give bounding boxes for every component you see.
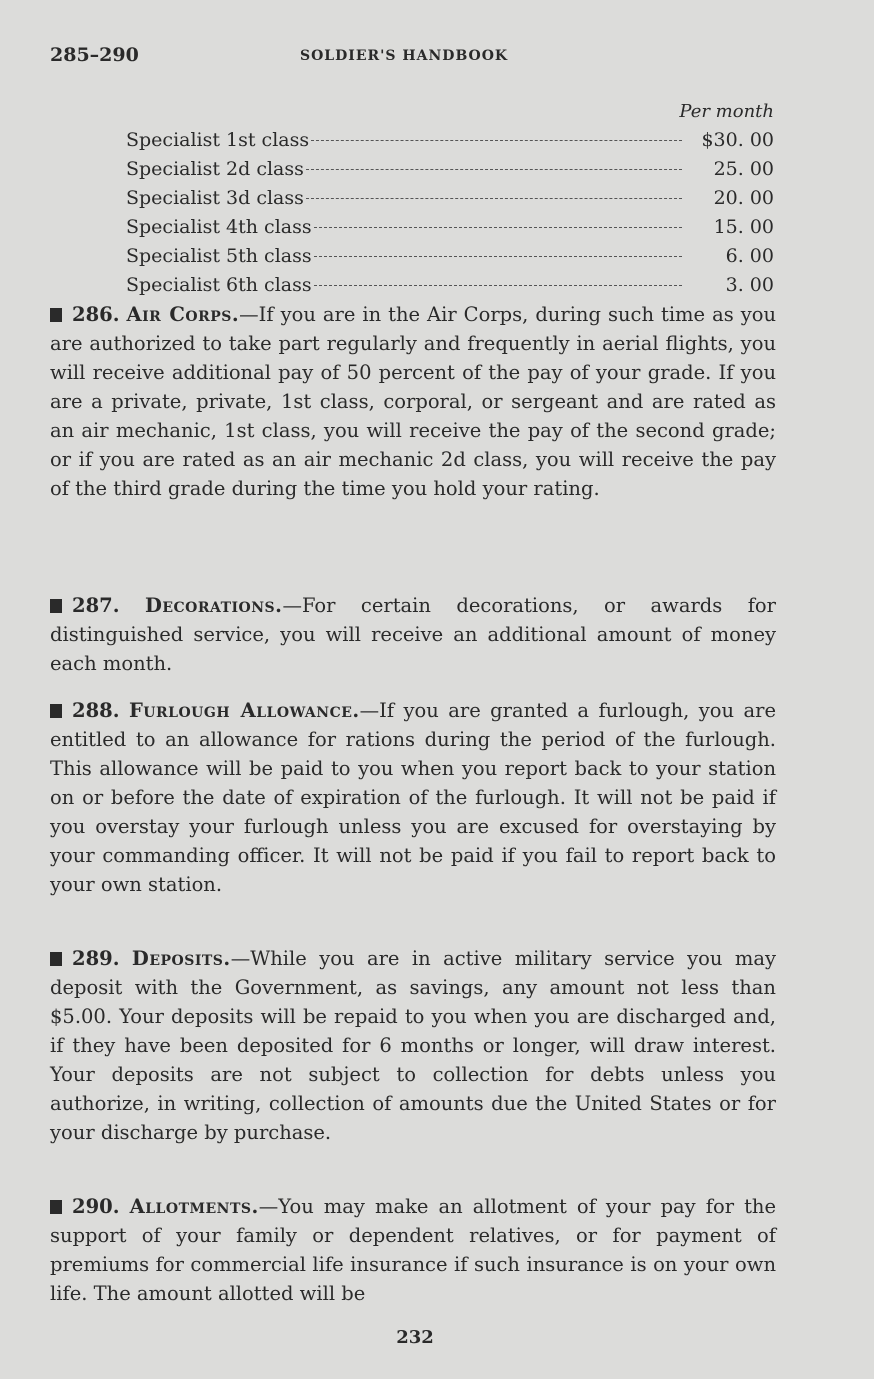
paragraph-text: —You may make an allotment of your pay for the support of your family or dependent relatives, or for payment of premiums for commercial life insurance if such insurance is on your own life. The amount allotted will be [50, 1195, 777, 1305]
paragraph-text: —If you are in the Air Corps, during such time as you are authorized to take part regularly and frequently in aerial flights, you will receive additional pay of 50 percent of the pay of your grade. If you are a private, private, 1st class, corporal, or sergeant and are rated as an air mechanic, 1st class, you will receive the pay of the second grade; or if you are rated as an air mechanic 2d class, you will receive the pay of the third grade during the time you hold your rating. [50, 303, 777, 500]
paragraph-288-furlough-allowance [50, 696, 776, 899]
paragraph-286-air-corps [50, 300, 776, 503]
section-marker-icon [50, 599, 62, 613]
pay-row [126, 271, 774, 300]
section-marker-icon [50, 1200, 62, 1214]
paragraph-caption: Deposits. [131, 947, 231, 970]
pay-row-label: Specialist 4th class [126, 216, 312, 238]
running-title: SOLDIER'S HANDBOOK [300, 48, 509, 64]
paragraph-caption: Furlough Allowance. [128, 699, 360, 722]
section-marker-icon [50, 308, 62, 322]
pay-row [126, 242, 774, 271]
pay-row-amount: 6. 00 [725, 245, 774, 267]
pay-row [126, 126, 774, 155]
pay-row-amount: 20. 00 [713, 187, 774, 209]
pay-row-label: Specialist 5th class [126, 245, 312, 267]
dot-leader [314, 285, 682, 286]
pay-row-label: Specialist 1st class [126, 129, 310, 151]
pay-row-amount: 3. 00 [725, 274, 774, 296]
paragraph-289-deposits [50, 944, 776, 1147]
pay-row [126, 213, 774, 242]
dot-leader [306, 198, 682, 199]
paragraph-number: 290. [72, 1195, 120, 1218]
pay-row [126, 155, 774, 184]
paragraph-number: 289. [72, 947, 120, 970]
dot-leader [311, 140, 682, 141]
paragraph-text: —If you are granted a furlough, you are entitled to an allowance for rations during the period of the furlough. This allowance will be paid to you when you report back to your station on or before the date of expiration of the furlough. It will not be paid if you overstay your furlough unless you are excused for overstaying by your commanding officer. It will not be paid if you fail to report back to your own station. [50, 699, 777, 896]
pay-row-label: Specialist 6th class [126, 274, 312, 296]
pay-row-amount: $30. 00 [701, 129, 774, 151]
section-range: 285–290 [50, 44, 139, 66]
paragraph-290-allotments [50, 1192, 776, 1308]
paragraph-caption: Air Corps. [126, 303, 240, 326]
paragraph-caption: Decorations. [144, 594, 283, 617]
paragraph-number: 286. [72, 303, 120, 326]
paragraph-number: 287. [72, 594, 120, 617]
pay-row-label: Specialist 2d class [126, 158, 304, 180]
dot-leader [306, 169, 682, 170]
paragraph-text: —While you are in active military service you may deposit with the Government, as savings, any amount not less than $5.00. Your deposits will be repaid to you when you are discharged and, if they have been deposited for 6 months or longer, will draw interest. Your deposits are not subject to collection for debts unless you authorize, in writing, collection of amounts due the United States or for your discharge by purchase. [50, 947, 776, 1144]
page-number: 232 [396, 1327, 434, 1348]
dot-leader [314, 256, 682, 257]
section-marker-icon [50, 704, 62, 718]
running-head [50, 44, 776, 70]
paragraph-text: —For certain decorations, or awards for distinguished service, you will receive an additional amount of money each month. [50, 594, 776, 675]
section-marker-icon [50, 952, 62, 966]
pay-row-amount: 15. 00 [713, 216, 774, 238]
pay-row-label: Specialist 3d class [126, 187, 304, 209]
paragraph-number: 288. [72, 699, 120, 722]
specialist-pay-table [126, 98, 774, 300]
per-month-header: Per month [679, 101, 774, 122]
pay-row [126, 184, 774, 213]
paragraph-287-decorations [50, 591, 776, 678]
dot-leader [314, 227, 682, 228]
paragraph-caption: Allotments. [129, 1195, 259, 1218]
pay-row-amount: 25. 00 [713, 158, 774, 180]
